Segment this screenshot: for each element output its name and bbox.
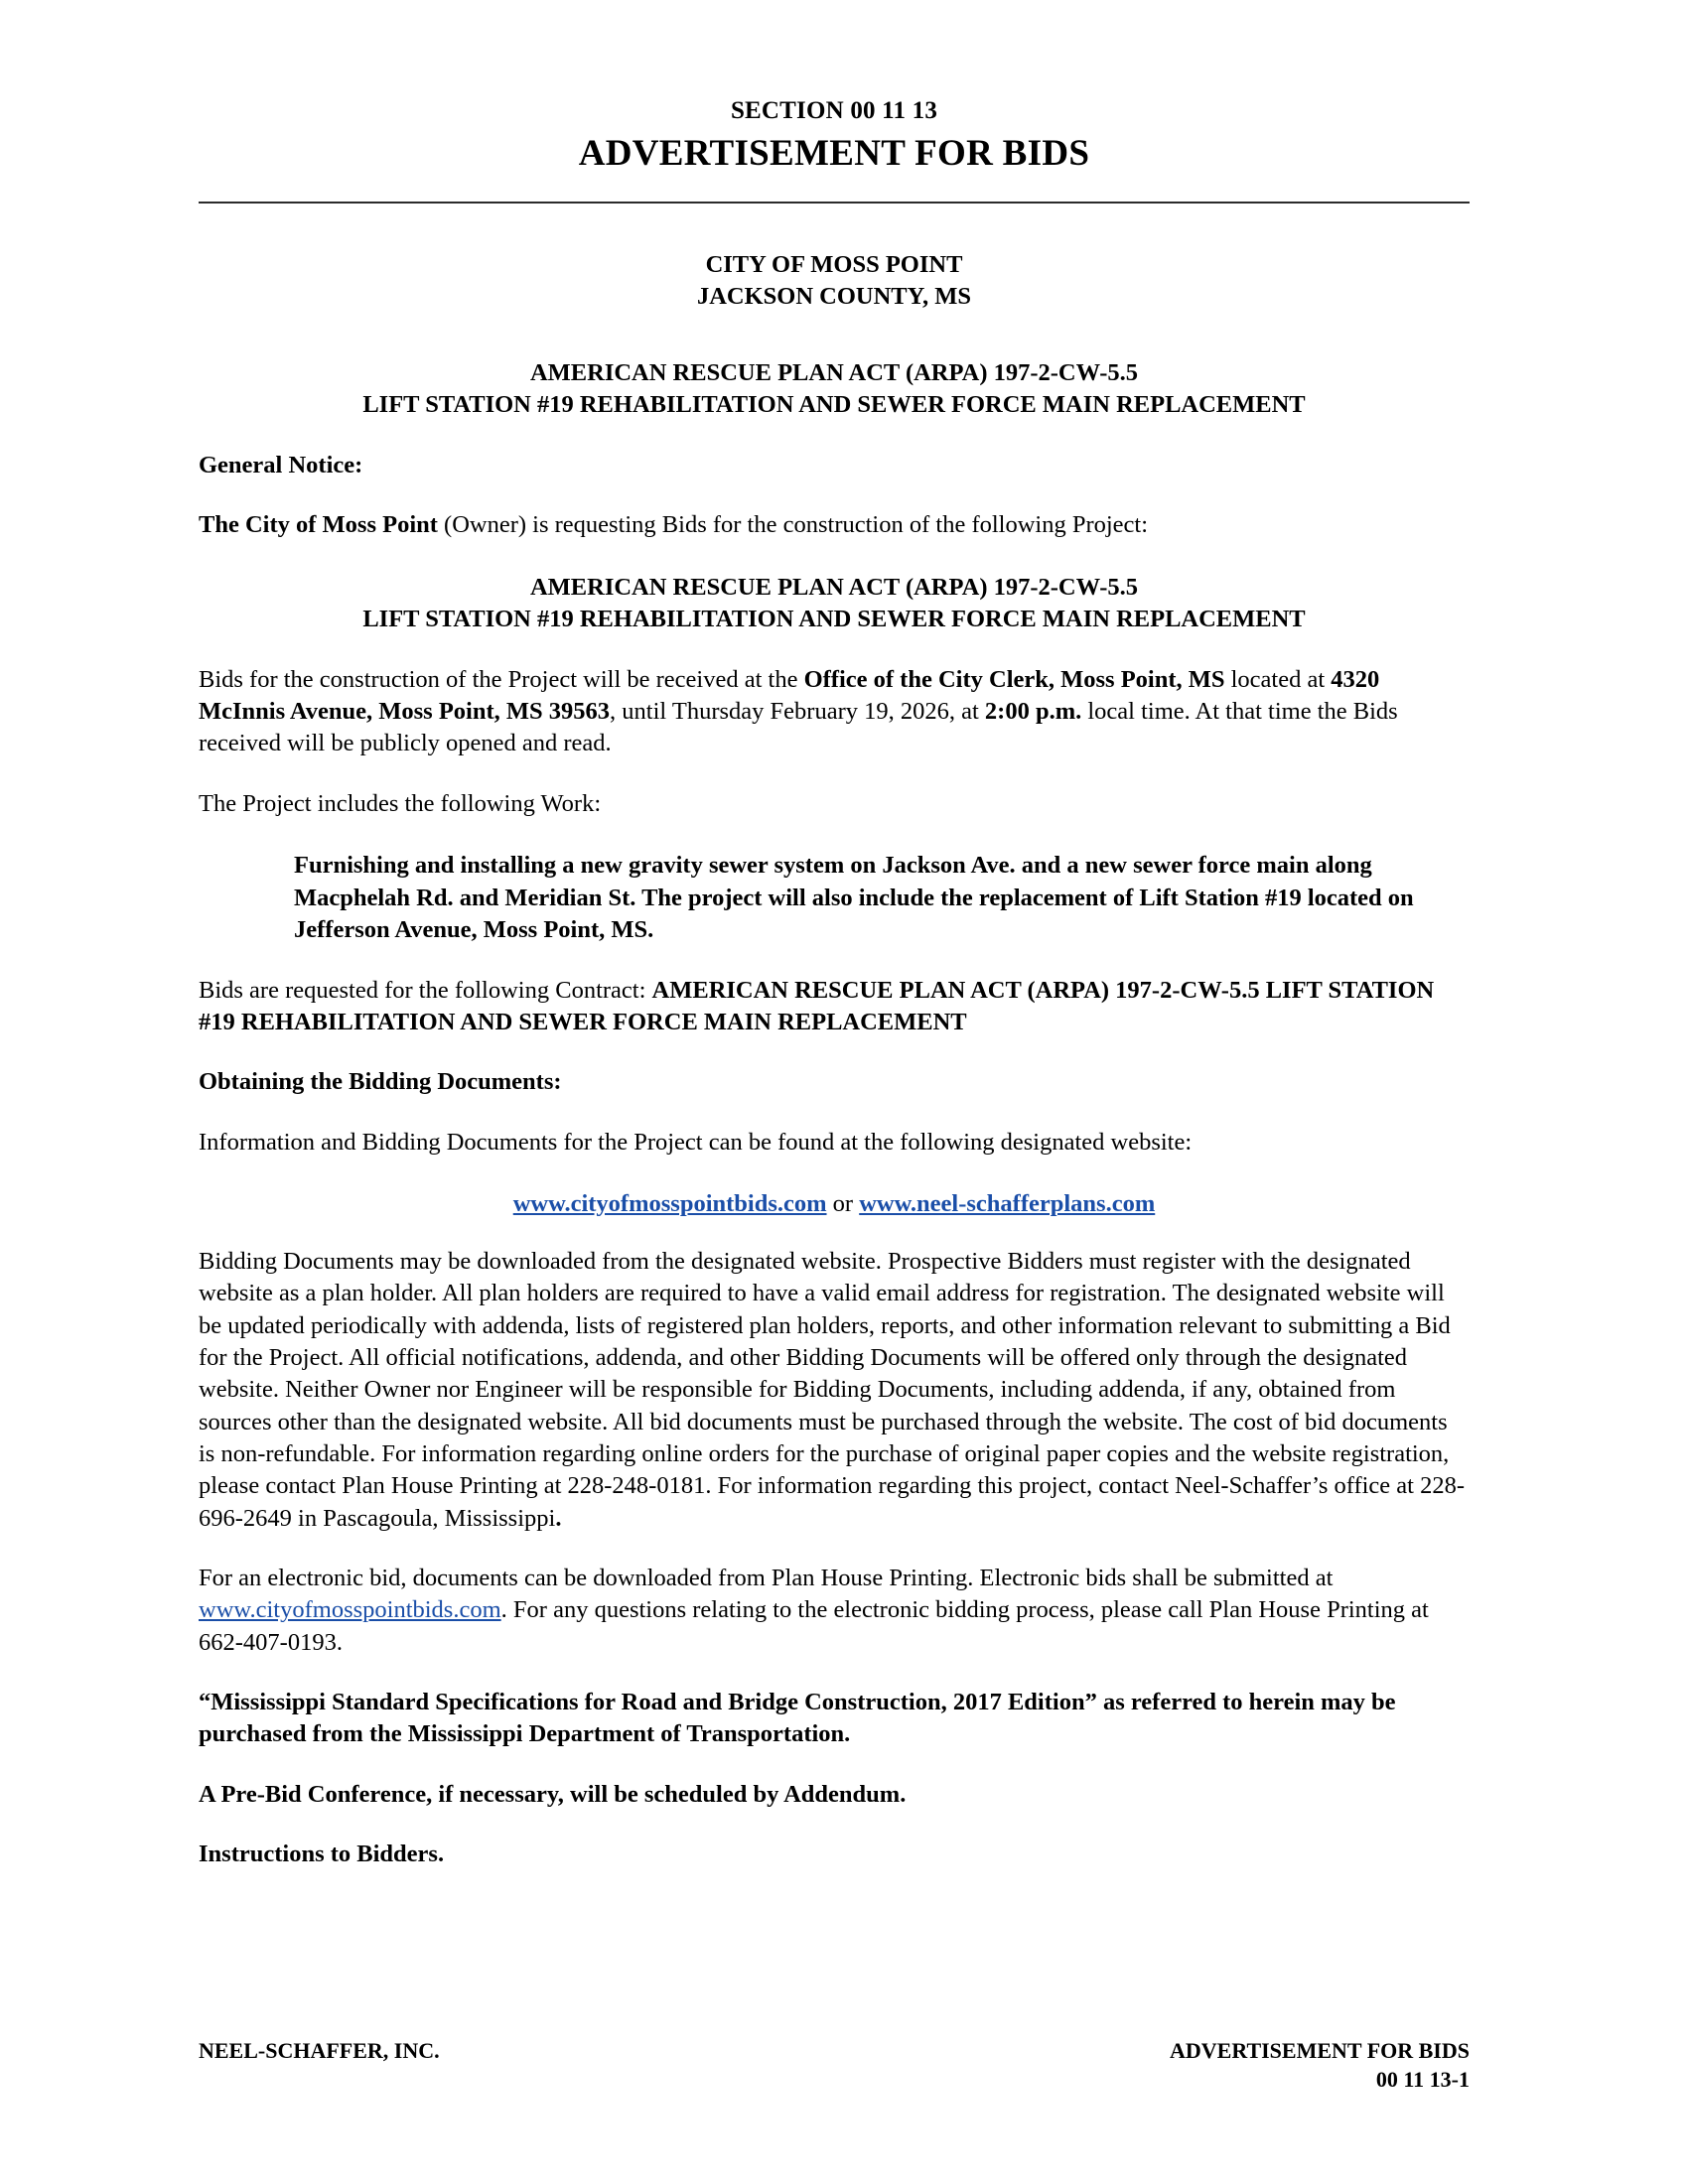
section-number: SECTION 00 11 13 (730, 97, 938, 124)
pre-bid-conference-paragraph: A Pre-Bid Conference, if necessary, will be scheduled by Addendum. (199, 1780, 907, 1808)
requesting-bids-text: (Owner) is requesting Bids for the construction of the following Project: (437, 511, 1149, 539)
bid-receipt-text-4: local time. At that time the Bids received will be publicly opened and read. (199, 698, 1398, 757)
document-header (199, 0, 1470, 204)
bid-receipt-office: Office of the City Clerk, Moss Point, MS (803, 665, 1225, 693)
project-title-repeat-line2: LIFT STATION #19 REHABILITATION AND SEWER FORCE MAIN REPLACEMENT (362, 606, 1306, 633)
bid-receipt-text-2: located at (1224, 665, 1332, 693)
work-description-block: Furnishing and installing a new gravity sewer system on Jackson Ave. and a new sewer force main along Macphelah Rd. and Meridian St. The project will also include the replacement of Lift Station #19 located on Jefferson Avenue, Moss Point, MS. (294, 852, 1414, 944)
contract-intro-text: Bids are requested for the following Contract: (199, 976, 652, 1004)
link-cityofmosspointbids[interactable]: www.cityofmosspointbids.com (512, 1190, 827, 1218)
project-title-block (199, 357, 1470, 422)
contract-paragraph (199, 975, 1470, 1039)
designated-website-paragraph: Information and Bidding Documents for the Project can be found at the following designated website: (199, 1128, 1193, 1156)
electronic-bid-paragraph (199, 1563, 1470, 1659)
general-notice-heading: General Notice: (199, 451, 363, 478)
designated-website-links (199, 1190, 1470, 1218)
header-divider (199, 202, 1470, 204)
link-cityofmosspointbids-inline[interactable]: www.cityofmosspointbids.com (199, 1596, 501, 1624)
owner-block (199, 249, 1470, 314)
obtaining-documents-heading: Obtaining the Bidding Documents: (199, 1068, 562, 1096)
footer-document-title: ADVERTISEMENT FOR BIDS (1170, 2038, 1470, 2063)
bid-receipt-time: 2:00 p.m. (984, 698, 1082, 726)
footer-company: NEEL-SCHAFFER, INC. (199, 2038, 440, 2063)
bidding-documents-paragraph (199, 1246, 1470, 1535)
bid-receipt-address: 4320 McInnis Avenue, Moss Point, MS 39563 (199, 665, 1380, 726)
link-neelschafferplans[interactable]: www.neel-schafferplans.com (859, 1190, 1156, 1218)
requesting-bids-paragraph (199, 509, 1470, 541)
page-footer (199, 2037, 1470, 2094)
bidding-documents-text: Bidding Documents may be downloaded from the designated website. Prospective Bidders must register with the designated website as a plan holder. All plan holders are required to have a valid email address for registration. The designated website will be updated periodically with addenda, lists of registered plan holders, reports, and other information relevant to submitting a Bid for the Project. All official notifications, addenda, and other Bidding Documents will be offered only through the designated website. Neither Owner nor Engineer will be responsible for Bidding Documents, including addenda, if any, obtained from sources other than the designated website. All bid documents must be purchased through the website. The cost of bid documents is non-refundable. For information regarding online orders for the purchase of original paper copies and the website registration, please contact Plan House Printing at 228-248-0181. For information regarding this project, contact Neel-Schaffer’s office at 228-696-2649 in Pascagoula, Mississippi (199, 1248, 1466, 1532)
bid-receipt-paragraph (199, 664, 1470, 760)
electronic-bid-text-1: For an electronic bid, documents can be downloaded from Plan House Printing. Electronic bids shall be submitted at (199, 1565, 1334, 1592)
instructions-to-bidders-heading: Instructions to Bidders. (199, 1841, 445, 1868)
contract-name: AMERICAN RESCUE PLAN ACT (ARPA) 197-2-CW-5.5 LIFT STATION #19 REHABILITATION AND SEWER FORCE MAIN REPLACEMENT (199, 976, 1435, 1036)
bid-receipt-text-1: Bids for the construction of the Project will be received at the (199, 665, 804, 693)
project-title-line2: LIFT STATION #19 REHABILITATION AND SEWER FORCE MAIN REPLACEMENT (362, 391, 1306, 419)
owner-county: JACKSON COUNTY, MS (696, 283, 972, 311)
bid-receipt-text-3: , until Thursday February 19, 2026, at (610, 698, 985, 726)
page-title: ADVERTISEMENT FOR BIDS (578, 133, 1090, 175)
project-title-block-repeat (199, 572, 1470, 636)
footer-page-number: 00 11 13-1 (1375, 2066, 1470, 2092)
project-title-line1: AMERICAN RESCUE PLAN ACT (ARPA) 197-2-CW-5.5 (529, 358, 1139, 386)
includes-work-paragraph: The Project includes the following Work: (199, 789, 602, 817)
owner-name: The City of Moss Point (199, 511, 438, 539)
document-body (199, 0, 1470, 1870)
electronic-bid-text-2: . For any questions relating to the electronic bidding process, please call Plan House Printing at 662-407-0193. (199, 1596, 1429, 1656)
owner-city: CITY OF MOSS POINT (705, 250, 963, 278)
mdot-specification-paragraph: “Mississippi Standard Specifications for Road and Bridge Construction, 2017 Edition” as referred to herein may be purchased from the Mississippi Department of Transportation. (199, 1689, 1396, 1748)
project-title-repeat-line1: AMERICAN RESCUE PLAN ACT (ARPA) 197-2-CW-5.5 (529, 573, 1139, 601)
bidding-documents-period: . (555, 1504, 562, 1532)
link-separator: or (826, 1190, 860, 1218)
